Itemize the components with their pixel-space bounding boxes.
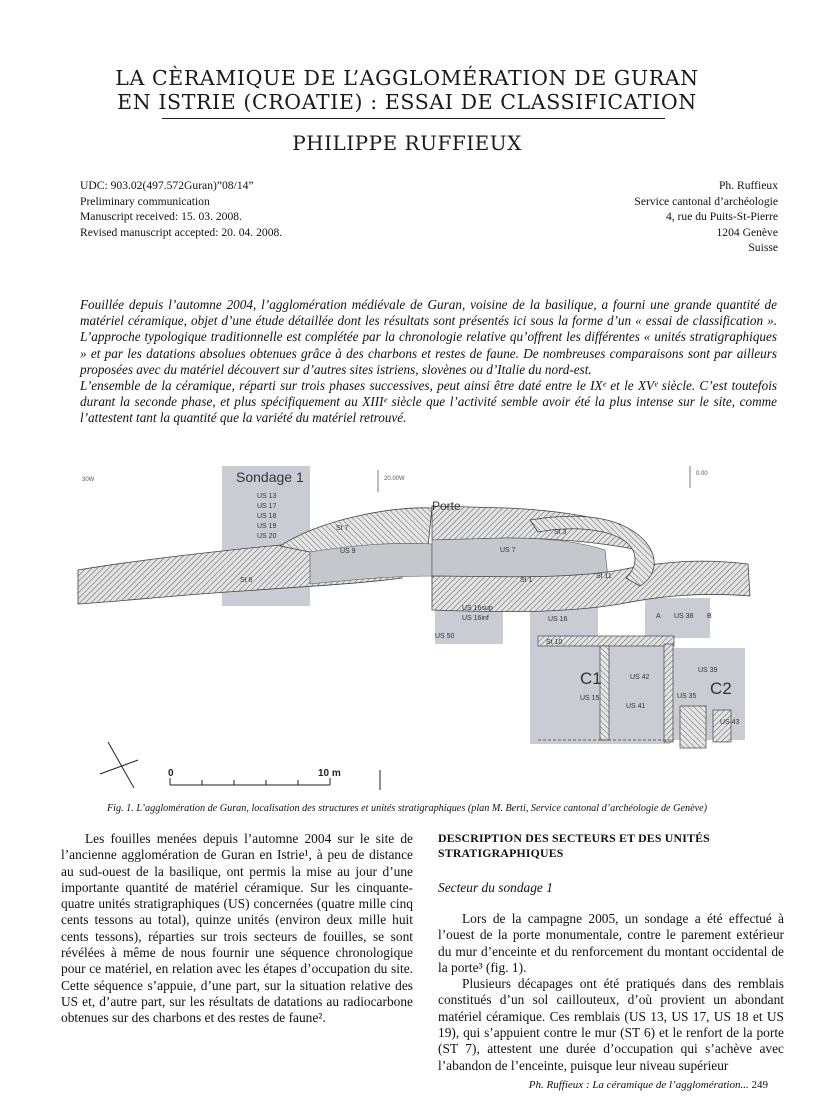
- accepted-date: Revised manuscript accepted: 20. 04. 2008.: [80, 225, 283, 239]
- grid-label-right: 0.00: [696, 471, 708, 477]
- running-footer: Ph. Ruffieux : La céramique de l’agglomération...: [528, 1079, 749, 1091]
- body-right-column: [438, 831, 784, 1074]
- us-16-label: US 16: [548, 616, 568, 623]
- body-paragraph: Plusieurs décapages ont été pratiqués dans des remblais constitués d’un sol caillouteux, d’où provient un abondant matériel céramique. Ces remblais (US 13, US 17, US 18 et US 19), qui s’appuient contre le mur (ST 6) et le renfort de la porte (ST 7), attestent une durée d’occupation qui s’achève avec l’abandon de l’enceinte, puisque leur niveau supérieur: [438, 976, 784, 1073]
- wall-c2-west: [664, 644, 673, 742]
- site-plan-figure: [60, 458, 780, 798]
- author-name: PHILIPPE RUFFIEUX: [292, 131, 522, 155]
- abstract: [80, 297, 777, 427]
- st-7-label: St 7: [336, 525, 349, 532]
- us-15-label: US 15: [580, 695, 600, 702]
- us-39-label: US 39: [698, 667, 718, 674]
- page-footer: [529, 1079, 768, 1091]
- us-42-label: US 42: [630, 674, 650, 681]
- sondage-us-label: US 13: [257, 493, 277, 500]
- us-9-label: US 9: [340, 548, 356, 555]
- address-country: Suisse: [748, 241, 778, 254]
- author-address: [478, 178, 778, 256]
- c1-label: C1: [580, 669, 602, 688]
- grid-label-mid: 20.00W: [384, 476, 405, 482]
- st-11-label: St 11: [596, 573, 612, 580]
- scale-ten-label: 10 m: [318, 768, 341, 779]
- body-left-column: [61, 831, 413, 1027]
- body-paragraph: Les fouilles menées depuis l’automne 2004 sur le site de l’ancienne agglomération de Guran en Istrie¹, à peu de distance au sud-ouest de la basilique, ont permis la mise au jour d’une importante quantité de matériel céramique. Sur les cinquante-quatre unités stratigraphiques (US) concernées (quatre mille cinq cents tessons au total), quinze unités (environ deux mille huit cents tessons), réparties sur trois secteurs de fouilles, se sont révélées à même de nous fournir une séquence chronologique pour ce matériel, en relation avec les étapes d’occupation du site. Cette séquence s’appuie, d’une part, sur la situation relative des US et, d’autre part, sur les résultats de datations au radiocarbone obtenues sur des charbons et des restes de faune².: [61, 831, 413, 1026]
- us-50-label: US 50: [435, 633, 455, 640]
- us-35-label: US 35: [677, 693, 697, 700]
- us-16inf-label: US 16inf: [462, 615, 489, 622]
- wall-us43: [713, 710, 731, 742]
- article-type: Preliminary communication: [80, 194, 210, 208]
- us-38-label: US 38: [674, 613, 694, 620]
- section-heading: DESCRIPTION DES SECTEURS ET DES UNITÉS STRATIGRAPHIQUES: [438, 831, 710, 860]
- porte-label: Porte: [432, 499, 461, 513]
- st-1-label: St 1: [520, 577, 533, 584]
- abstract-paragraph: L’ensemble de la céramique, réparti sur trois phases successives, peut ainsi être daté entre le IXᵉ et le XVᵉ siècle. C’est toutefois durant la seconde phase, et plus spécifiquement au XIIIᵉ siècle que l’activité semble avoir été la plus intense sur le site, comme l’attestent tant la quantité que la variété du matériel retrouvé.: [80, 378, 777, 426]
- north-arrow-icon: [100, 742, 138, 788]
- wall-c1-east: [600, 646, 609, 740]
- address-street: 4, rue du Puits-St-Pierre: [665, 210, 778, 223]
- st-10-label: St 10: [546, 639, 563, 646]
- subsection-heading: Secteur du sondage 1: [438, 880, 553, 895]
- us-43-label: US 43: [720, 719, 740, 726]
- sondage-us-label: US 17: [257, 503, 277, 510]
- page-number: 249: [751, 1079, 768, 1091]
- us-9-band: [310, 543, 432, 584]
- address-city: 1204 Genève: [716, 225, 778, 239]
- c2-label: C2: [710, 679, 732, 698]
- us-7-label: US 7: [500, 547, 516, 554]
- figure-caption: Fig. 1. L’agglomération de Guran, localisation des structures et unités stratigraphiques (plan M. Berti, Service cantonal d’archéologie de Genève): [106, 803, 708, 814]
- grid-label-left: 30W: [82, 477, 95, 483]
- title-rule: [162, 118, 665, 119]
- address-institution: Service cantonal d’archéologie: [634, 194, 778, 208]
- sondage-us-label: US 20: [257, 533, 277, 540]
- us-41-label: US 41: [626, 703, 646, 710]
- sondage-us-label: US 18: [257, 513, 277, 520]
- address-name: Ph. Ruffieux: [718, 179, 778, 192]
- sondage-us-label: US 19: [257, 523, 277, 530]
- label-b: B: [707, 613, 712, 620]
- st-3-label: St 3: [554, 529, 567, 536]
- wall-c2-south: [680, 706, 706, 748]
- scale-zero-label: 0: [168, 768, 174, 779]
- article-title-line-2: EN ISTRIE (CROATIE) : ESSAI DE CLASSIFICATION: [117, 90, 697, 114]
- body-paragraph: Lors de la campagne 2005, un sondage a été effectué à l’ouest de la porte monumentale, contre le parement extérieur du mur d’enceinte et du renforcement du montant occidental de la porte³ (fig. 1).: [438, 911, 784, 975]
- st-6-label: St 6: [240, 577, 253, 584]
- scale-bar: [170, 770, 380, 790]
- us-16sup-label: US 16sup: [462, 605, 493, 612]
- sondage-1-label: Sondage 1: [236, 469, 304, 485]
- abstract-paragraph: Fouillée depuis l’automne 2004, l’agglomération médiévale de Guran, voisine de la basilique, a fourni une grande quantité de matériel céramique, objet d’une étude détaillée dont les résultats sont présentés ici sous la forme d’un « essai de classification ». L’approche typologique traditionnelle est complétée par la chronologie relative qu’offrent les différentes « unités stratigraphiques » et par les datations absolues obtenues grâce à des charbons et restes de faune. De nombreuses comparaisons sont par ailleurs proposées avec du matériel découvert sur d’autres sites istriens, slovènes ou d’Italie du nord-est.: [80, 297, 777, 377]
- c1-zone: [530, 636, 600, 744]
- udc-line: UDC: 903.02(497.572Guran)”08/14”: [80, 179, 254, 192]
- article-title-line-1: LA CÈRAMIQUE DE L’AGGLOMÉRATION DE GURAN: [115, 66, 699, 90]
- article-metadata: [80, 178, 400, 240]
- label-a: A: [656, 613, 661, 620]
- us-42-zone: [600, 644, 670, 744]
- received-date: Manuscript received: 15. 03. 2008.: [80, 210, 242, 223]
